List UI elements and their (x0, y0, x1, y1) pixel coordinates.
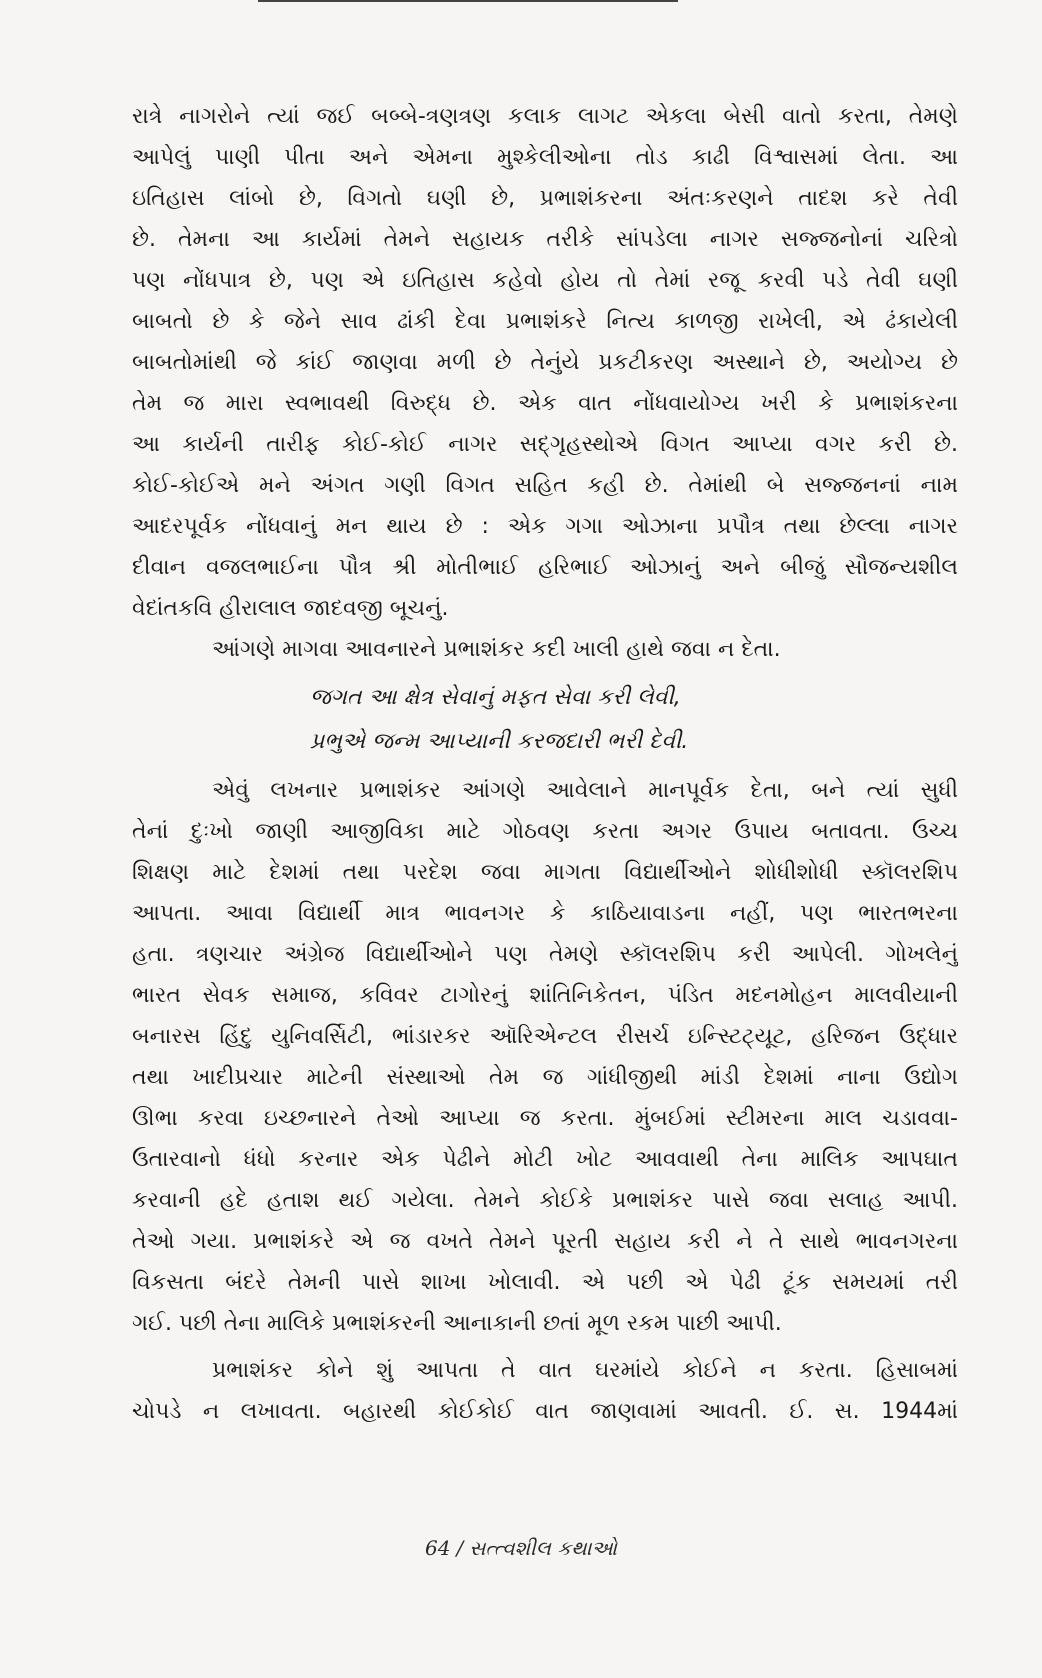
text-line: બાબતોમાંથી જે કાંઈ જાણવા મળી છે તેનુંયે પ્રકટીકરણ અસ્થાને છે, અયોગ્ય છે (132, 350, 958, 375)
text-line: તેઓ ગયા. પ્રભાશંકરે એ જ વખતે તેમને પૂરતી સહાય કરી ને તે સાથે ભાવનગરના (132, 1229, 958, 1254)
text-line: હતા. ત્રણચાર અંગ્રેજ વિદ્યાર્થીઓને પણ તેમણે સ્કૉલરશિપ કરી આપેલી. ગોખલેનું (132, 942, 958, 967)
text-line: શિક્ષણ માટે દેશમાં તથા પરદેશ જવા માગતા વિદ્યાર્થીઓને શોધીશોધી સ્કૉલરશિપ (132, 860, 958, 885)
text-line: એવું લખનાર પ્રભાશંકર આંગણે આવેલાને માનપૂર્વક દેતા, બને ત્યાં સુધી (212, 778, 958, 803)
text-line: આ કાર્યની તારીફ કોઈ-કોઈ નાગર સદ્ગૃહસ્થોએ વિગત આપ્યા વગર કરી છે. (132, 432, 958, 457)
verse-quote (132, 676, 958, 764)
text-line: ગઈ. પછી તેના માલિકે પ્રભાશંકરની આનાકાની છતાં મૂળ રકમ પાછી આપી. (132, 1311, 782, 1336)
text-line: દીવાન વજલભાઈના પૌત્ર શ્રી મોતીભાઈ હરિભાઈ ઓઝાનું અને બીજું સૌજન્યશીલ (132, 555, 958, 580)
text-line: છે. તેમના આ કાર્યમાં તેમને સહાયક તરીકે સાંપડેલા નાગર સજ્જનોનાં ચરિત્રો (132, 227, 958, 252)
text-line: કોઈ-કોઈએ મને અંગત ગણી વિગત સહિત કહી છે. તેમાંથી બે સજ્જનનાં નામ (132, 473, 958, 498)
text-line: બનારસ હિંદુ યુનિવર્સિટી, ભાંડારકર ઑરિએન્ટલ રીસર્ચ ઇન્સ્ટિટ્યૂટ, હરિજન ઉદ્ધાર (132, 1024, 958, 1049)
text-line: બાબતો છે કે જેને સાવ ઢાંકી દેવા પ્રભાશંકરે નિત્ય કાળજી રાખેલી, એ ઢંકાયેલી (132, 309, 958, 334)
text-line: વિકસતા બંદરે તેમની પાસે શાખા ખોલાવી. એ પછી એ પેઢી ટૂંક સમયમાં તરી (132, 1270, 958, 1295)
paragraph-4 (132, 1350, 958, 1432)
page-footer (0, 1536, 1042, 1560)
paragraph-1 (132, 96, 958, 629)
text-line: પ્રભાશંકર કોને શું આપતા તે વાત ઘરમાંયે કોઈને ન કરતા. હિસાબમાં (212, 1358, 958, 1383)
page-body (132, 96, 958, 1432)
text-line: આપતા. આવા વિદ્યાર્થી માત્ર ભાવનગર કે કાઠિયાવાડના નહીં, પણ ભારતભરના (132, 901, 958, 926)
book-title: સત્ત્વશીલ કથાઓ (469, 1536, 617, 1560)
page-number: 64 (424, 1536, 451, 1560)
text-line: તેનાં દુઃખો જાણી આજીવિકા માટે ગોઠવણ કરતા અગર ઉપાય બતાવતા. ઉચ્ચ (132, 819, 958, 844)
text-line: ચોપડે ન લખાવતા. બહારથી કોઈકોઈ વાત જાણવામાં આવતી. ઈ. સ. 1944માં (132, 1399, 958, 1424)
text-line: આદરપૂર્વક નોંધવાનું મન થાય છે : એક ગગા ઓઝાના પ્રપૌત્ર તથા છેલ્લા નાગર (132, 514, 958, 539)
text-line: વેદાંતકવિ હીરાલાલ જાદવજી બૂચનું. (132, 596, 449, 621)
text-line: ઉતારવાનો ધંધો કરનાર એક પેઢીને મોટી ખોટ આવવાથી તેના માલિક આપઘાત (132, 1147, 958, 1172)
paragraph-2 (132, 629, 958, 670)
top-rule (258, 0, 678, 2)
text-line: કરવાની હદે હતાશ થઈ ગયેલા. તેમને કોઈકે પ્રભાશંકર પાસે જવા સલાહ આપી. (132, 1188, 958, 1213)
verse-line: પ્રભુએ જન્મ આપ્યાની કરજદારી ભરી દેવી. (310, 729, 689, 754)
footer-separator: / (456, 1536, 464, 1560)
text-line: ઇતિહાસ લાંબો છે, વિગતો ઘણી છે, પ્રભાશંકરના અંતઃકરણને તાદશ કરે તેવી (132, 186, 958, 211)
paragraph-3 (132, 770, 958, 1344)
text-line: આંગણે માગવા આવનારને પ્રભાશંકર કદી ખાલી હાથે જવા ન દેતા. (212, 637, 781, 662)
text-line: તથા ખાદીપ્રચાર માટેની સંસ્થાઓ તેમ જ ગાંધીજીથી માંડી દેશમાં નાના ઉદ્યોગ (132, 1065, 958, 1090)
text-line: રાત્રે નાગરોને ત્યાં જઈ બબ્બે-ત્રણત્રણ કલાક લાગટ એકલા બેસી વાતો કરતા, તેમણે (132, 104, 958, 129)
text-line: તેમ જ મારા સ્વભાવથી વિરુદ્ધ છે. એક વાત નોંધવાયોગ્ય ખરી કે પ્રભાશંકરના (132, 391, 958, 416)
text-line: ભારત સેવક સમાજ, કવિવર ટાગોરનું શાંતિનિકેતન, પંડિત મદનમોહન માલવીયાની (132, 983, 958, 1008)
text-line: આપેલું પાણી પીતા અને એમના મુશ્કેલીઓના તોડ કાઢી વિશ્વાસમાં લેતા. આ (132, 145, 958, 170)
text-line: પણ નોંધપાત્ર છે, પણ એ ઇતિહાસ કહેવો હોય તો તેમાં રજૂ કરવી પડે તેવી ઘણી (132, 268, 958, 293)
text-line: ઊભા કરવા ઇચ્છનારને તેઓ આપ્યા જ કરતા. મુંબઈમાં સ્ટીમરના માલ ચડાવવા- (132, 1106, 958, 1131)
verse-line: જગત આ ક્ષેત્ર સેવાનું મફત સેવા કરી લેવી, (310, 685, 681, 710)
